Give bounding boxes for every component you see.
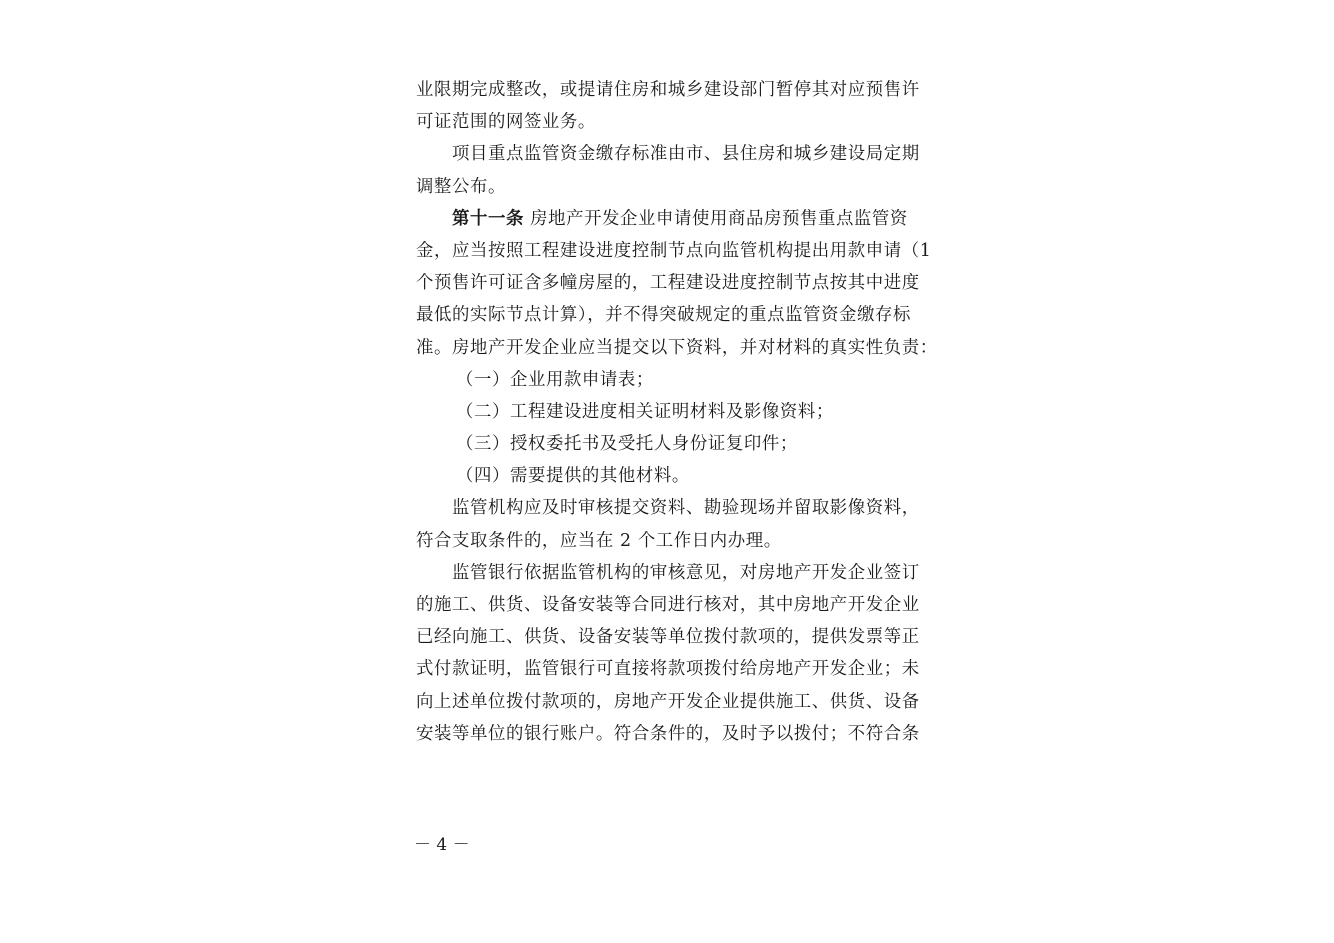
text-line-18: 已经向施工、供货、设备安装等单位拨付款项的，提供发票等正 [416, 627, 920, 648]
list-item-1: （一）企业用款申请表； [456, 369, 654, 390]
page-number: － 4 － [414, 835, 470, 855]
text-line-6: 金，应当按照工程建设进度控制节点向监管机构提出用款申请（1 [416, 240, 932, 261]
text-line-19: 式付款证明，监管银行可直接将款项拨付给房地产开发企业；未 [416, 659, 920, 680]
text-line-3: 项目重点监管资金缴存标准由市、县住房和城乡建设局定期 [452, 144, 920, 165]
text-line-8: 最低的实际节点计算），并不得突破规定的重点监管资金缴存标 [416, 305, 912, 326]
text-line-4: 调整公布。 [416, 176, 506, 197]
list-item-3: （三）授权委托书及受托人身份证复印件； [456, 434, 798, 455]
list-item-2: （二）工程建设进度相关证明材料及影像资料； [456, 401, 834, 422]
article-number: 第十一条 [452, 208, 524, 229]
text-line-15: 符合支取条件的，应当在 2 个工作日内办理。 [416, 530, 782, 551]
text-line-16: 监管银行依据监管机构的审核意见，对房地产开发企业签订 [452, 562, 920, 583]
text-line-14: 监管机构应及时审核提交资料、勘验现场并留取影像资料， [452, 498, 920, 519]
body-text [416, 74, 938, 750]
text-line-1: 业限期完成整改，或提请住房和城乡建设部门暂停其对应预售许 [416, 80, 920, 100]
text-line-17: 的施工、供货、设备安装等合同进行核对，其中房地产开发企业 [416, 595, 920, 615]
article-eleven-heading-line [416, 203, 921, 235]
text-line-9: 准。房地产开发企业应当提交以下资料，并对材料的真实性负责： [416, 337, 938, 358]
text-line-2: 可证范围的网签业务。 [416, 112, 596, 133]
text-line-21: 安装等单位的银行账户。符合条件的，及时予以拨付；不符合条 [416, 723, 920, 744]
text-line-20: 向上述单位拨付款项的，房地产开发企业提供施工、供货、设备 [416, 691, 920, 712]
article-text-start: 房地产开发企业申请使用商品房预售重点监管资 [523, 208, 908, 229]
text-line-7: 个预售许可证含多幢房屋的，工程建设进度控制节点按其中进度 [416, 273, 920, 294]
list-item-4: （四）需要提供的其他材料。 [456, 466, 690, 487]
